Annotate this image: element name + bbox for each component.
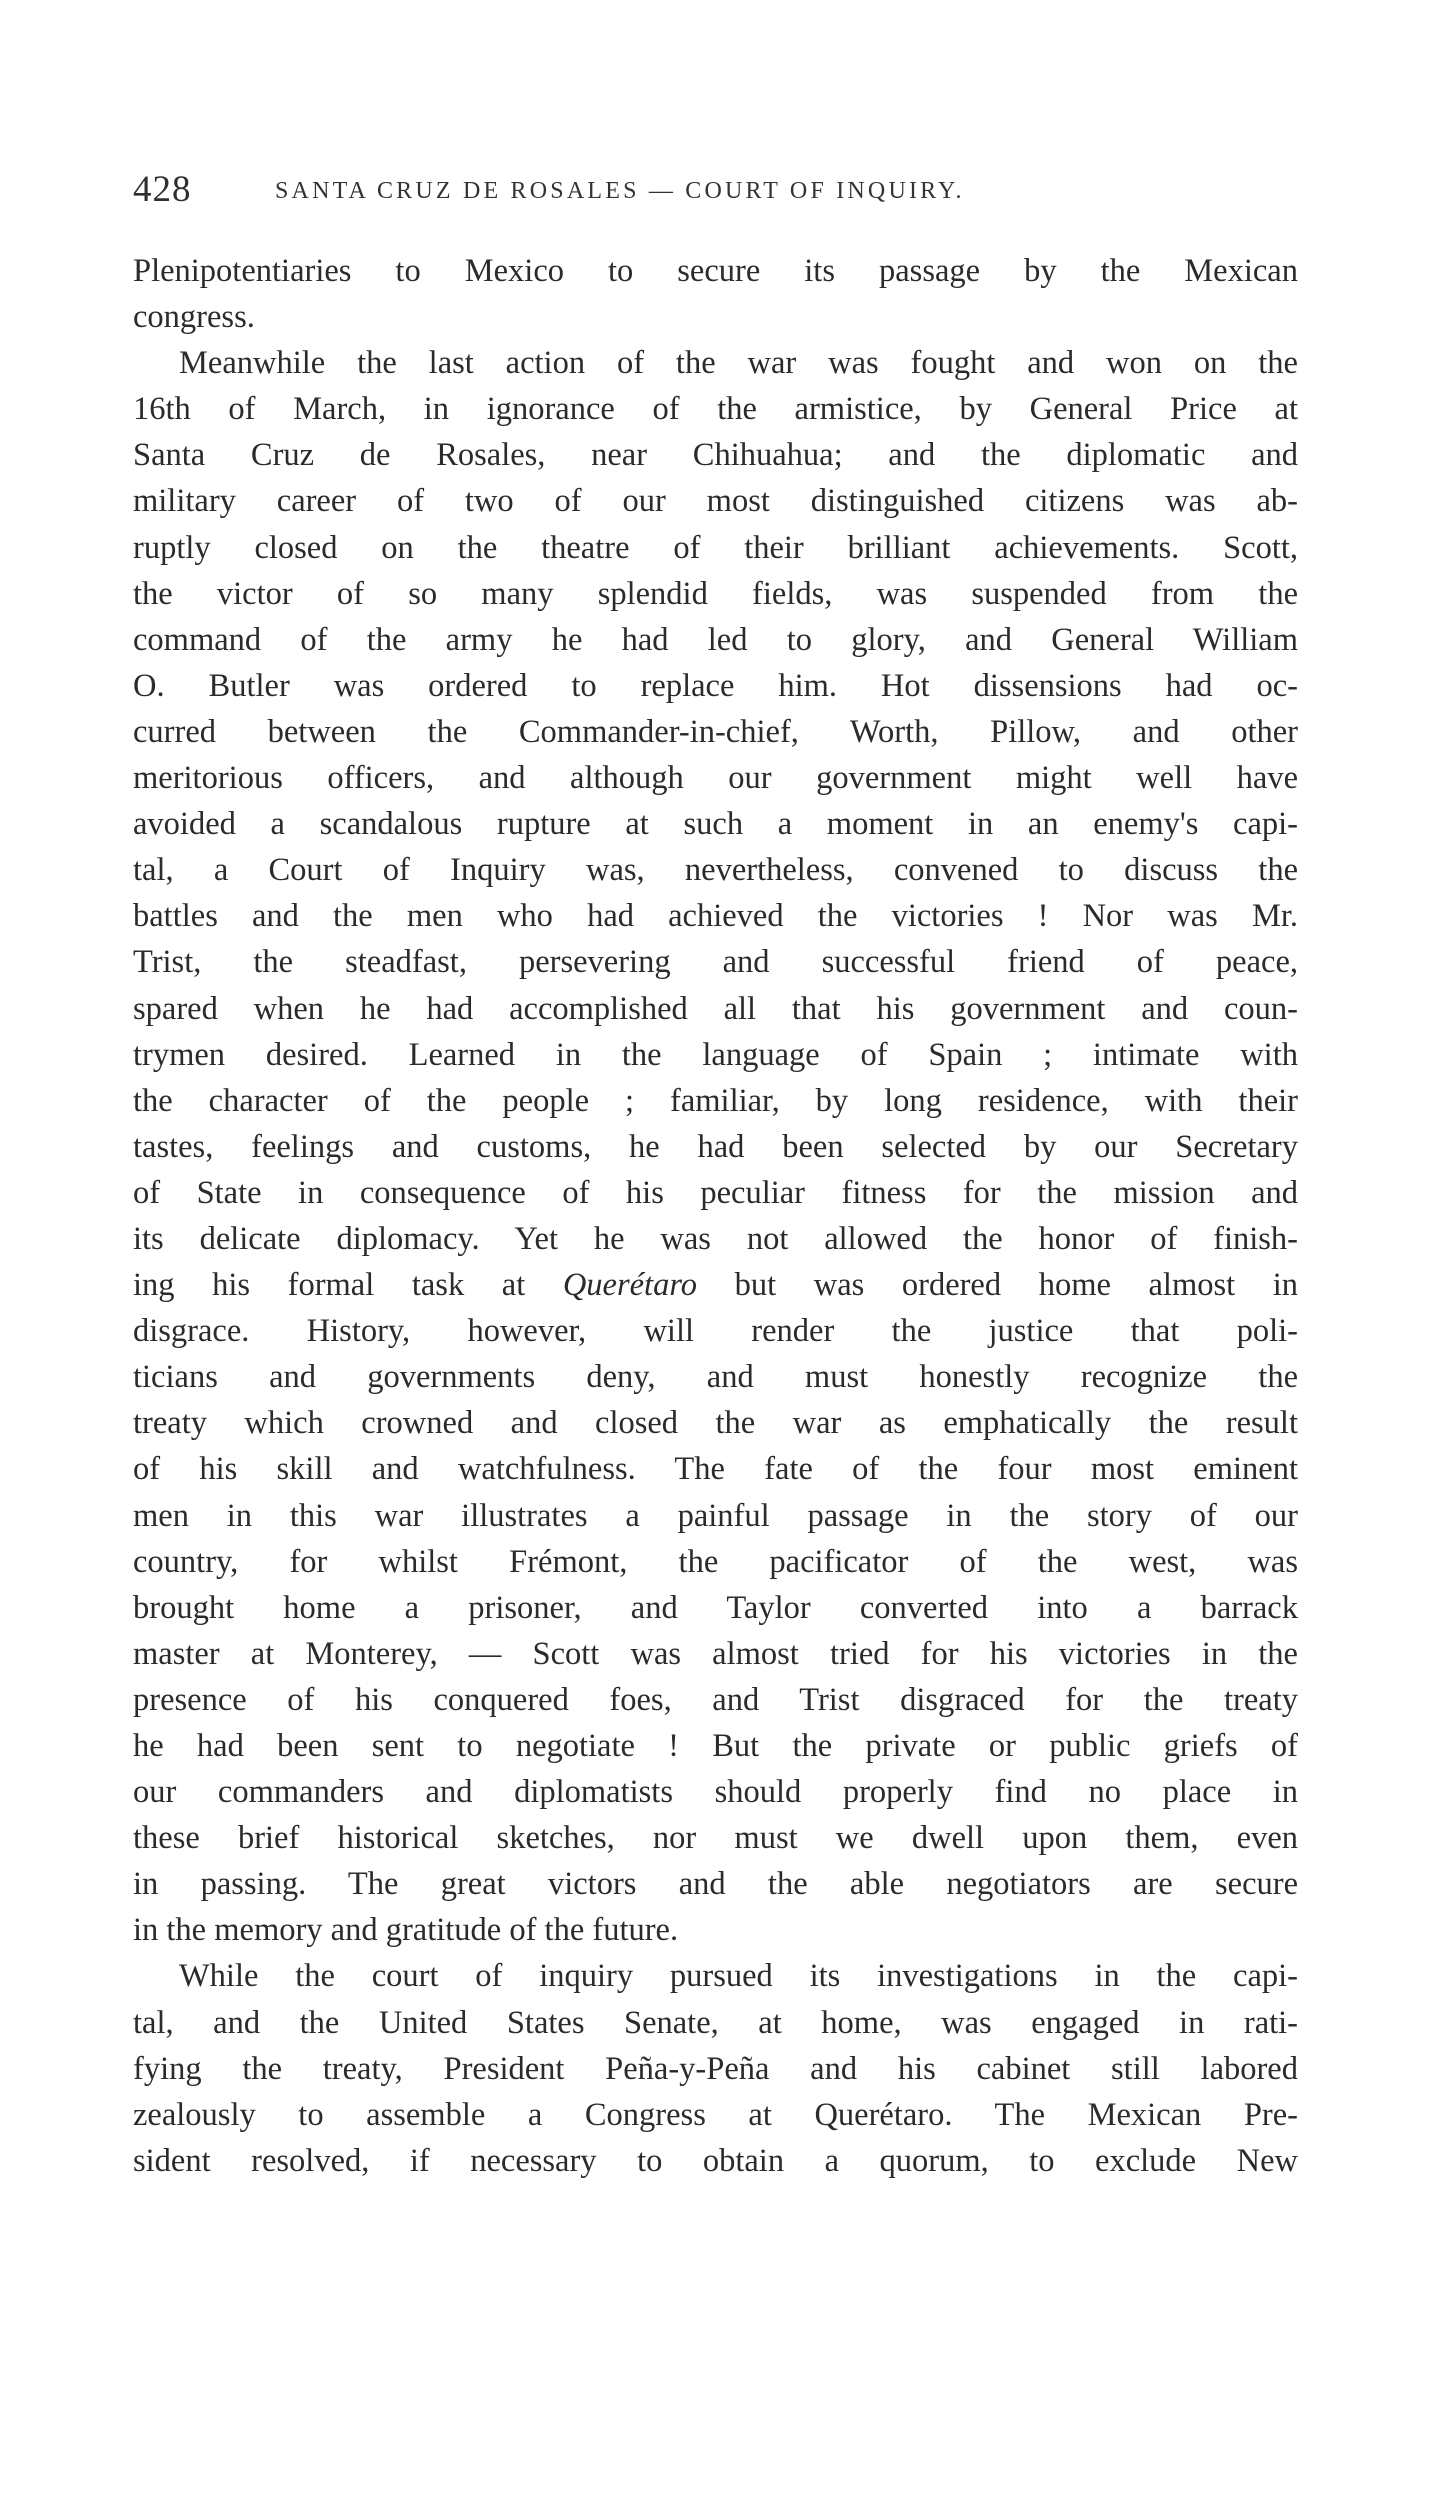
text-line: trymen desired. Learned in the language of Spain ; intimate with	[133, 1036, 1298, 1073]
text-line: brought home a prisoner, and Taylor converted into a barrack	[133, 1589, 1298, 1626]
text-line: the character of the people ; familiar, by long residence, with their	[133, 1082, 1298, 1119]
body-text	[133, 248, 1298, 2184]
text-line: zealously to assemble a Congress at Querétaro. The Mexican Pre-	[133, 2096, 1298, 2133]
text-line: men in this war illustrates a painful passage in the story of our	[133, 1497, 1298, 1534]
text-line: sident resolved, if necessary to obtain a quorum, to exclude New	[133, 2142, 1298, 2179]
text-line: 16th of March, in ignorance of the armistice, by General Price at	[133, 391, 1298, 428]
text-line: presence of his conquered foes, and Trist disgraced for the treaty	[133, 1681, 1298, 1718]
text-line: military career of two of our most distinguished citizens was ab-	[133, 483, 1298, 520]
text-line: Trist, the steadfast, persevering and successful friend of peace,	[133, 944, 1298, 981]
text-line: curred between the Commander-in-chief, Worth, Pillow, and other	[133, 713, 1298, 750]
paragraph-3	[133, 1953, 1298, 2183]
text-line: ruptly closed on the theatre of their brilliant achievements. Scott,	[133, 529, 1298, 566]
text-line: country, for whilst Frémont, the pacificator of the west, was	[133, 1543, 1298, 1580]
text-line: congress.	[133, 299, 255, 336]
text-line: disgrace. History, however, will render the justice that poli-	[133, 1313, 1298, 1350]
text-line: Meanwhile the last action of the war was fought and won on the	[179, 345, 1298, 382]
text-line: avoided a scandalous rupture at such a moment in an enemy's capi-	[133, 806, 1298, 843]
text-line: its delicate diplomacy. Yet he was not allowed the honor of finish-	[133, 1220, 1298, 1257]
text-line: of State in consequence of his peculiar fitness for the mission and	[133, 1174, 1298, 1211]
text-segment: but was ordered home almost in	[734, 1267, 1299, 1304]
text-line: ticians and governments deny, and must honestly recognize the	[133, 1359, 1298, 1396]
text-line: command of the army he had led to glory, and General William	[133, 621, 1298, 658]
text-line: master at Monterey, — Scott was almost tried for his victories in the	[133, 1635, 1298, 1672]
italic-place-name: Querétaro	[562, 1267, 698, 1304]
text-line: our commanders and diplomatists should properly find no place in	[133, 1774, 1298, 1811]
text-line: in passing. The great victors and the able negotiators are secure	[133, 1866, 1298, 1903]
text-line: the victor of so many splendid fields, was suspended from the	[133, 575, 1298, 612]
text-line: tal, and the United States Senate, at home, was engaged in rati-	[133, 2004, 1298, 2041]
text-line: battles and the men who had achieved the victories ! Nor was Mr.	[133, 898, 1298, 935]
paragraph-1	[133, 248, 1298, 340]
text-segment: ing his formal task at	[133, 1267, 526, 1304]
text-line: meritorious officers, and although our government might well have	[133, 760, 1298, 797]
text-line: these brief historical sketches, nor must we dwell upon them, even	[133, 1820, 1298, 1857]
text-line: While the court of inquiry pursued its investigations in the capi-	[179, 1958, 1298, 1995]
text-line: Plenipotentiaries to Mexico to secure its passage by the Mexican	[133, 253, 1298, 289]
text-line: Santa Cruz de Rosales, near Chihuahua; and the diplomatic and	[133, 437, 1298, 474]
paragraph-2	[133, 340, 1298, 1953]
page-number: 428	[133, 169, 192, 210]
text-line: he had been sent to negotiate ! But the private or public griefs of	[133, 1728, 1298, 1764]
text-line: tastes, feelings and customs, he had been selected by our Secretary	[133, 1128, 1298, 1165]
text-line: spared when he had accomplished all that his government and coun-	[133, 990, 1298, 1027]
text-line: in the memory and gratitude of the future.	[133, 1912, 679, 1949]
text-line: treaty which crowned and closed the war as emphatically the result	[133, 1405, 1298, 1442]
running-head	[133, 168, 1298, 218]
text-line: O. Butler was ordered to replace him. Hot dissensions had oc-	[133, 667, 1298, 704]
text-line-with-italic	[133, 1262, 1298, 1308]
text-line: of his skill and watchfulness. The fate of the four most eminent	[133, 1451, 1298, 1488]
text-line: tal, a Court of Inquiry was, nevertheless, convened to discuss the	[133, 852, 1298, 889]
running-head-title: SANTA CRUZ DE ROSALES — COURT OF INQUIRY.	[275, 178, 965, 204]
text-line: fying the treaty, President Peña-y-Peña and his cabinet still labored	[133, 2050, 1298, 2087]
